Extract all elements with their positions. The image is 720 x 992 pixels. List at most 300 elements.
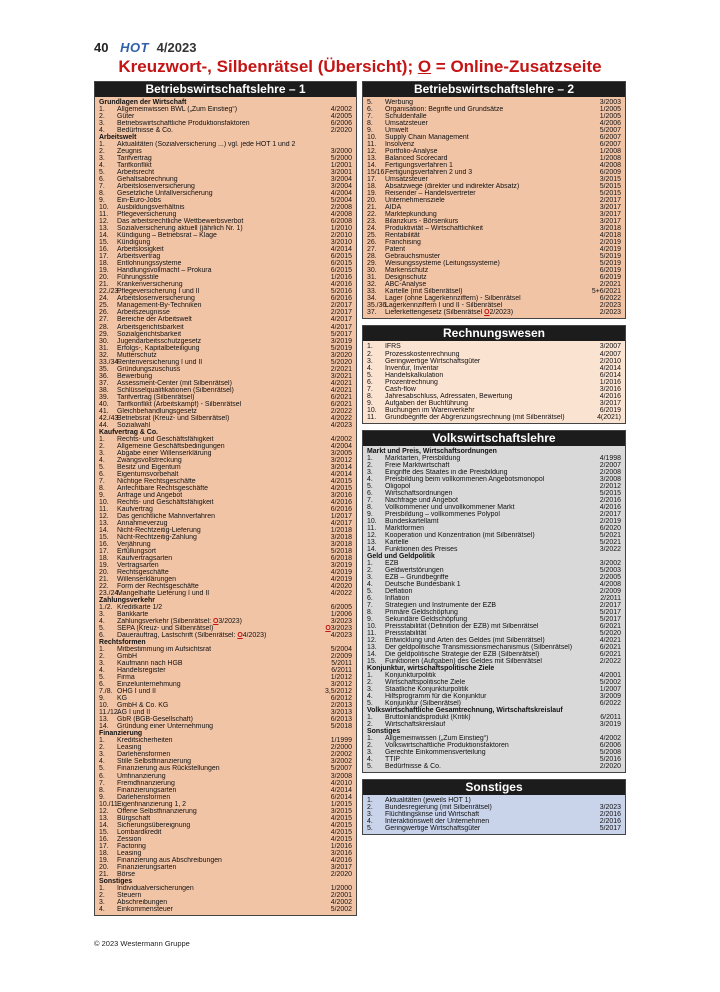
item-number: 25. bbox=[99, 302, 109, 310]
item-number: 8. bbox=[367, 503, 373, 511]
page-number: 40 bbox=[94, 40, 109, 55]
list-item bbox=[367, 365, 621, 372]
list-item bbox=[99, 331, 352, 338]
item-issue: 4/2008 bbox=[330, 211, 352, 219]
item-number: 10. bbox=[367, 406, 377, 414]
item-number: 39. bbox=[99, 393, 109, 401]
list-item bbox=[99, 737, 352, 744]
item-number: 32. bbox=[99, 351, 109, 359]
item-issue: 3/2023 bbox=[330, 618, 352, 626]
list-item bbox=[367, 532, 621, 539]
list-item bbox=[367, 302, 621, 309]
item-topic: Schuldenfalle bbox=[385, 113, 427, 121]
list-item bbox=[367, 818, 621, 825]
item-number: 8. bbox=[367, 392, 373, 400]
item-number: 2. bbox=[367, 566, 373, 574]
item-number: 28. bbox=[99, 323, 109, 331]
item-topic: Staatliche Konjunkturpolitik bbox=[385, 686, 469, 694]
section-bwl1 bbox=[94, 81, 357, 916]
list-item bbox=[367, 763, 621, 770]
item-number: 20. bbox=[99, 863, 109, 871]
item-issue: 3/2019 bbox=[330, 562, 352, 570]
item-issue: 4/2016 bbox=[599, 392, 621, 400]
item-issue: 6/2011 bbox=[600, 714, 621, 722]
item-number: 6. bbox=[99, 632, 105, 640]
item-issue: 1/2016 bbox=[599, 378, 621, 386]
list-item bbox=[367, 497, 621, 504]
item-number: 11. bbox=[99, 211, 109, 219]
item-topic: Zession bbox=[117, 835, 142, 843]
item-topic: Mitbestimmung im Aufsichtsrat bbox=[117, 646, 212, 654]
item-issue: 3/2018 bbox=[330, 540, 352, 548]
item-number: 6. bbox=[99, 772, 105, 780]
list-item bbox=[99, 569, 352, 576]
item-number: 4. bbox=[367, 475, 373, 483]
item-topic: Schlüsselqualifikationen (Silbenrätsel) bbox=[117, 386, 234, 394]
section-rw bbox=[362, 325, 626, 423]
item-topic: Dauerauftrag, Lastschrift (Silbenrätsel: O4/2023) bbox=[117, 632, 267, 640]
item-issue: 3/2018 bbox=[330, 533, 352, 541]
item-issue: 4/2023 bbox=[330, 421, 352, 429]
item-topic: Kreditkarte 1/2 bbox=[117, 604, 163, 612]
item-issue: 3/2015 bbox=[599, 176, 621, 184]
list-item bbox=[367, 490, 621, 497]
item-issue: 3/2019 bbox=[330, 337, 352, 345]
item-topic: Sekundäre Geldschöpfung bbox=[385, 616, 468, 624]
item-issue: 5/2017 bbox=[599, 825, 621, 833]
item-issue: 6/2019 bbox=[599, 406, 621, 414]
item-number: 9. bbox=[99, 491, 105, 499]
item-number: 9. bbox=[367, 510, 373, 518]
item-issue: 5/2017 bbox=[599, 616, 621, 624]
list-item bbox=[367, 581, 621, 588]
item-issue: 4/2005 bbox=[330, 113, 352, 121]
item-topic: Strategien und Instrumente der EZB bbox=[385, 602, 497, 609]
item-issue: 4/2015 bbox=[330, 477, 352, 485]
item-number: 17. bbox=[99, 253, 109, 261]
item-topic: Kündigung bbox=[117, 239, 151, 247]
item-number: 9. bbox=[99, 197, 105, 205]
list-item bbox=[99, 562, 352, 569]
item-topic: Lagerkennziffern I und II - Silbenrätsel bbox=[385, 302, 503, 310]
item-topic: Gleichbehandlungsgesetz bbox=[117, 407, 197, 415]
list-item bbox=[99, 660, 352, 667]
item-number: 33./34. bbox=[99, 358, 121, 366]
item-number: 21. bbox=[99, 281, 109, 289]
item-issue: 4(2021) bbox=[597, 413, 621, 421]
list-item bbox=[367, 721, 621, 728]
item-number: 3. bbox=[99, 611, 105, 619]
list-item bbox=[99, 576, 352, 583]
item-issue: 4/2008 bbox=[599, 162, 621, 170]
item-issue: 3/2004 bbox=[330, 176, 352, 184]
item-number: 37. bbox=[99, 379, 109, 387]
list-item bbox=[367, 797, 621, 804]
item-number: 12. bbox=[99, 218, 109, 226]
item-number: 9. bbox=[367, 127, 373, 135]
item-topic: Ein-Euro-Jobs bbox=[117, 197, 161, 205]
online-marker: O bbox=[417, 57, 432, 76]
item-topic: Tarifkonflikt (Arbeitskampf) - Silbenrätsel bbox=[117, 400, 242, 408]
item-number: 22. bbox=[99, 583, 109, 591]
item-topic: Steuern bbox=[117, 891, 142, 899]
list-item bbox=[99, 716, 352, 723]
item-issue: 6/2021 bbox=[330, 400, 352, 408]
item-topic: Balanced Scorecard bbox=[385, 155, 448, 163]
item-number: 38. bbox=[99, 386, 109, 394]
item-topic: Rechtsgeschäfte bbox=[117, 569, 169, 577]
item-issue: 6/2020 bbox=[599, 524, 621, 532]
item-issue: 4/2014 bbox=[330, 786, 352, 794]
list-item bbox=[367, 148, 621, 155]
list-item bbox=[367, 735, 621, 742]
item-topic: Preisstabilität (Definition der EZB) mit Silbenrätsel bbox=[385, 623, 539, 631]
item-issue: 3/2008 bbox=[330, 772, 352, 780]
list-item bbox=[367, 239, 621, 246]
item-number: 20. bbox=[367, 197, 377, 205]
group-title: Rechtsformen bbox=[99, 639, 146, 647]
item-issue: 3/2022 bbox=[599, 545, 621, 553]
list-item bbox=[99, 625, 352, 632]
item-number: 18. bbox=[367, 183, 377, 191]
item-number: 2. bbox=[99, 891, 105, 899]
item-issue: 2/2023 bbox=[599, 302, 621, 310]
list-item bbox=[367, 679, 621, 686]
list-item bbox=[99, 267, 352, 274]
list-item bbox=[99, 506, 352, 513]
list-item bbox=[99, 667, 352, 674]
item-number: 6. bbox=[367, 378, 373, 386]
item-topic: Umsatzsteuer bbox=[385, 120, 428, 128]
item-topic: Umwelt bbox=[385, 127, 409, 135]
item-issue: O3/2023 bbox=[325, 625, 352, 633]
list-item bbox=[367, 644, 621, 651]
item-number: 8. bbox=[367, 120, 373, 128]
item-issue: 4/2004 bbox=[330, 442, 352, 450]
list-item bbox=[99, 527, 352, 534]
list-item bbox=[99, 162, 352, 169]
list-item bbox=[99, 225, 352, 232]
item-topic: Erfüllungsort bbox=[117, 548, 156, 555]
item-topic: Sozialversicherung aktuell (jährlich Nr. 1) bbox=[117, 225, 243, 233]
group-title: Arbeitswelt bbox=[99, 134, 137, 142]
item-number: 4. bbox=[99, 162, 105, 170]
list-item bbox=[367, 539, 621, 546]
item-issue: 6/2014 bbox=[330, 793, 352, 801]
list-item bbox=[367, 742, 621, 749]
item-number: 5. bbox=[367, 763, 373, 771]
list-item bbox=[99, 709, 352, 716]
list-item bbox=[99, 850, 352, 857]
item-topic: Geringwertige Wirtschaftsgüter bbox=[385, 357, 481, 365]
item-issue: 5/2017 bbox=[599, 609, 621, 617]
item-number: 11. bbox=[367, 141, 377, 149]
item-topic: Funktionen des Preises bbox=[385, 545, 458, 553]
list-item bbox=[367, 211, 621, 218]
item-issue: 3/2020 bbox=[330, 351, 352, 359]
item-number: 19. bbox=[367, 190, 377, 198]
item-number: 1. bbox=[367, 714, 373, 722]
item-topic: Arbeitsrecht bbox=[117, 169, 155, 177]
item-topic: Umsatzsteuer bbox=[385, 176, 428, 184]
item-issue: 2/2021 bbox=[599, 281, 621, 289]
item-number: 5. bbox=[367, 482, 373, 490]
item-topic: Designschutz bbox=[385, 274, 427, 282]
item-issue: 6/2021 bbox=[599, 623, 621, 631]
item-number: 11./12. bbox=[99, 709, 120, 717]
item-number: 10. bbox=[99, 204, 109, 212]
list-item bbox=[99, 836, 352, 843]
item-number: 4. bbox=[99, 456, 105, 464]
list-item bbox=[99, 457, 352, 464]
item-topic: Wirtschaftspolitische Ziele bbox=[385, 679, 466, 687]
list-item bbox=[367, 469, 621, 476]
item-topic: Jahresabschluss, Adressaten, Bewertung bbox=[385, 392, 513, 400]
group-title: Sonstiges bbox=[367, 728, 401, 736]
item-topic: Arbeitslosigkeit bbox=[117, 246, 164, 254]
item-topic: Nicht-Rechtzeitig-Zahlung bbox=[117, 533, 197, 541]
list-item bbox=[367, 246, 621, 253]
list-item bbox=[99, 765, 352, 772]
item-topic: Arbeitsgerichtsbarkeit bbox=[117, 323, 184, 331]
list-item bbox=[99, 864, 352, 871]
item-issue: 2/2001 bbox=[330, 891, 352, 899]
item-topic: Finanzierung aus Abschreibungen bbox=[117, 856, 222, 864]
item-number: 15. bbox=[99, 239, 109, 247]
item-topic: EZB bbox=[385, 559, 399, 567]
online-marker: O bbox=[325, 625, 331, 633]
list-item bbox=[99, 681, 352, 688]
group-title: Volkswirtschaftliche Gesamtrechnung, Wirtschaftskreislauf bbox=[367, 707, 563, 715]
item-number: 2. bbox=[367, 679, 373, 687]
item-issue: 2/2019 bbox=[599, 517, 621, 525]
item-issue: 4/2019 bbox=[599, 246, 621, 254]
item-number: 3. bbox=[367, 686, 373, 694]
item-number: 25. bbox=[367, 232, 377, 240]
list-item bbox=[99, 169, 352, 176]
item-number: 36. bbox=[99, 372, 109, 380]
list-item bbox=[99, 127, 352, 134]
list-item bbox=[99, 702, 352, 709]
item-number: 20. bbox=[99, 274, 109, 282]
item-topic: Absatzwege (direkter und indirekter Absatz) bbox=[385, 183, 520, 191]
item-number: 16. bbox=[99, 540, 109, 548]
item-issue: 6/2016 bbox=[330, 505, 352, 513]
item-issue: 2/2005 bbox=[599, 573, 621, 581]
item-topic: Rentenversicherung I und II bbox=[117, 358, 203, 366]
item-issue: 3/2007 bbox=[599, 343, 621, 351]
item-issue: 3/2017 bbox=[599, 204, 621, 212]
item-issue: 1/2010 bbox=[330, 225, 352, 233]
item-issue: 4/2020 bbox=[330, 583, 352, 591]
item-issue: 6/2013 bbox=[330, 716, 352, 724]
item-topic: Handelsregister bbox=[117, 667, 166, 675]
list-item bbox=[99, 801, 352, 808]
item-number: 14. bbox=[367, 651, 377, 659]
item-issue: 6/2005 bbox=[330, 604, 352, 612]
item-topic: Deflation bbox=[385, 587, 413, 595]
list-item bbox=[367, 162, 621, 169]
item-number: 8. bbox=[99, 190, 105, 198]
item-topic: Das arbeitsrechtliche Wettbewerbsverbot bbox=[117, 218, 244, 226]
item-issue: 4/2008 bbox=[599, 580, 621, 588]
list-item bbox=[99, 906, 352, 913]
list-item bbox=[367, 288, 621, 295]
item-issue: 4/2017 bbox=[330, 323, 352, 331]
group-title: Finanzierung bbox=[99, 730, 143, 738]
item-issue: 3/2019 bbox=[599, 721, 621, 729]
item-issue: 6/2015 bbox=[330, 253, 352, 261]
item-topic: Allgemeinwissen BWL („Zum Einstieg“) bbox=[117, 106, 238, 114]
item-number: 4. bbox=[367, 693, 373, 701]
list-item bbox=[367, 393, 621, 400]
list-item bbox=[367, 623, 621, 630]
item-topic: Annahmeverzug bbox=[117, 519, 168, 527]
item-number: 9. bbox=[99, 695, 105, 703]
item-topic: Bundeskartellamt bbox=[385, 517, 439, 525]
item-number: 7. bbox=[99, 183, 105, 191]
item-issue: 5/2004 bbox=[330, 197, 352, 205]
list-item bbox=[99, 338, 352, 345]
list-item bbox=[367, 169, 621, 176]
item-number: 2. bbox=[99, 653, 105, 661]
item-issue: 6/2015 bbox=[330, 267, 352, 275]
list-item bbox=[99, 780, 352, 787]
section-vwl bbox=[362, 430, 626, 774]
item-topic: Börse bbox=[117, 870, 136, 878]
item-number: 13. bbox=[367, 644, 377, 652]
item-topic: Rentabilität bbox=[385, 232, 420, 240]
item-topic: Patent bbox=[385, 246, 406, 254]
list-item bbox=[367, 588, 621, 595]
item-topic: Gerechte Einkommensverteilung bbox=[385, 749, 486, 757]
list-item bbox=[367, 602, 621, 609]
item-topic: Sicherungsübereignung bbox=[117, 821, 191, 829]
item-issue: 4/2016 bbox=[599, 503, 621, 511]
list-item bbox=[99, 653, 352, 660]
item-issue: 3/2012 bbox=[330, 456, 352, 464]
item-issue: 1/2018 bbox=[330, 526, 352, 534]
item-issue: 5/2019 bbox=[330, 344, 352, 352]
list-item bbox=[99, 464, 352, 471]
item-issue: 2/2002 bbox=[330, 751, 352, 759]
item-number: 17. bbox=[367, 176, 377, 184]
item-topic: Pflegeversicherung bbox=[117, 211, 177, 219]
item-topic: Interaktionswelt der Unternehmen bbox=[385, 818, 490, 826]
item-number: 2. bbox=[99, 442, 105, 450]
item-topic: Kartelle (mit Silbenrätsel) bbox=[385, 288, 463, 296]
list-item bbox=[99, 436, 352, 443]
item-topic: Lieferkettengesetz (Silbenrätsel O2/2023) bbox=[385, 309, 514, 317]
item-topic: Marktarten, Preisbildung bbox=[385, 454, 461, 462]
item-topic: Leasing bbox=[117, 744, 142, 752]
list-item bbox=[99, 822, 352, 829]
list-item bbox=[367, 197, 621, 204]
item-topic: Sozialgerichtsbarkeit bbox=[117, 330, 182, 338]
list-item bbox=[99, 401, 352, 408]
page-header bbox=[94, 40, 196, 55]
list-item bbox=[99, 555, 352, 562]
item-issue: 6/2021 bbox=[599, 651, 621, 659]
item-issue: 2/2022 bbox=[330, 407, 352, 415]
list-item bbox=[99, 695, 352, 702]
item-number: 4. bbox=[99, 758, 105, 766]
section-title: Betriebswirtschaftslehre – 1 bbox=[95, 82, 356, 97]
item-number: 26. bbox=[367, 239, 377, 247]
item-topic: SEPA (Kreuz- und Silbenrätsel) bbox=[117, 625, 214, 633]
item-number: 1. bbox=[367, 672, 373, 680]
item-topic: Entwicklung und Arten des Geldes (mit Silbenrätsel) bbox=[385, 637, 545, 645]
item-issue: 4/2022 bbox=[330, 590, 352, 598]
item-topic: Prozentrechnung bbox=[385, 378, 438, 386]
item-issue: 3/2023 bbox=[599, 804, 621, 812]
item-topic: GmbH bbox=[117, 653, 138, 661]
item-topic: Funktionen (Aufgaben) des Geldes mit Silbenrätsel bbox=[385, 658, 542, 666]
item-issue: 5/2018 bbox=[330, 723, 352, 731]
item-number: 13. bbox=[99, 225, 109, 233]
item-issue: 5/2021 bbox=[599, 538, 621, 546]
item-number: 1. bbox=[367, 735, 373, 743]
item-number: 3. bbox=[99, 155, 105, 163]
item-number: 5. bbox=[99, 625, 105, 633]
list-item bbox=[367, 260, 621, 267]
list-item bbox=[367, 134, 621, 141]
item-issue: 3/2014 bbox=[330, 463, 352, 471]
item-topic: Eigenfinanzierung 1, 2 bbox=[117, 800, 187, 808]
item-issue: 3/2017 bbox=[330, 863, 352, 871]
list-item bbox=[99, 632, 352, 639]
item-topic: Unternehmensziele bbox=[385, 197, 445, 205]
list-item bbox=[367, 309, 621, 316]
item-topic: Aktualitäten (Sozialversicherung ...) vgl. jede HOT 1 und 2 bbox=[117, 141, 296, 149]
item-number: 16. bbox=[99, 835, 109, 843]
item-number: 4. bbox=[367, 756, 373, 764]
item-topic: AG I und II bbox=[117, 709, 151, 717]
item-topic: Assessment-Center (mit Silbenrätsel) bbox=[117, 379, 232, 387]
item-number: 9. bbox=[367, 399, 373, 407]
item-issue: 2/2017 bbox=[599, 510, 621, 518]
list-item bbox=[99, 415, 352, 422]
list-item bbox=[367, 120, 621, 127]
item-issue: 3/2009 bbox=[599, 693, 621, 701]
item-topic: Gehaltsabrechnung bbox=[117, 176, 178, 184]
item-number: 12. bbox=[99, 807, 109, 815]
list-item bbox=[99, 885, 352, 892]
item-topic: Portfolio-Analyse bbox=[385, 148, 438, 156]
item-number: 2. bbox=[367, 350, 373, 358]
item-issue: 3/2012 bbox=[330, 681, 352, 689]
item-number: 6. bbox=[99, 681, 105, 689]
item-issue: 3/2017 bbox=[599, 218, 621, 226]
list-item bbox=[367, 700, 621, 707]
list-item bbox=[99, 773, 352, 780]
item-issue: 4/2007 bbox=[599, 350, 621, 358]
item-topic: Geringwertige Wirtschaftsgüter bbox=[385, 825, 481, 833]
item-topic: Inflation bbox=[385, 594, 410, 602]
item-number: 18. bbox=[99, 849, 109, 857]
item-topic: Gründung einer Unternehmung bbox=[117, 723, 214, 731]
item-number: 2. bbox=[367, 804, 373, 812]
item-number: 19. bbox=[99, 267, 109, 275]
item-issue: 5/2015 bbox=[599, 489, 621, 497]
list-item bbox=[99, 857, 352, 864]
item-topic: OHG I und II bbox=[117, 688, 156, 696]
item-topic: Primäre Geldschöpfung bbox=[385, 609, 458, 617]
list-item bbox=[367, 225, 621, 232]
item-topic: Erfolgs-, Kapitalbeteiligung bbox=[117, 344, 200, 352]
item-number: 19. bbox=[99, 856, 109, 864]
item-issue: 6/2009 bbox=[599, 169, 621, 177]
